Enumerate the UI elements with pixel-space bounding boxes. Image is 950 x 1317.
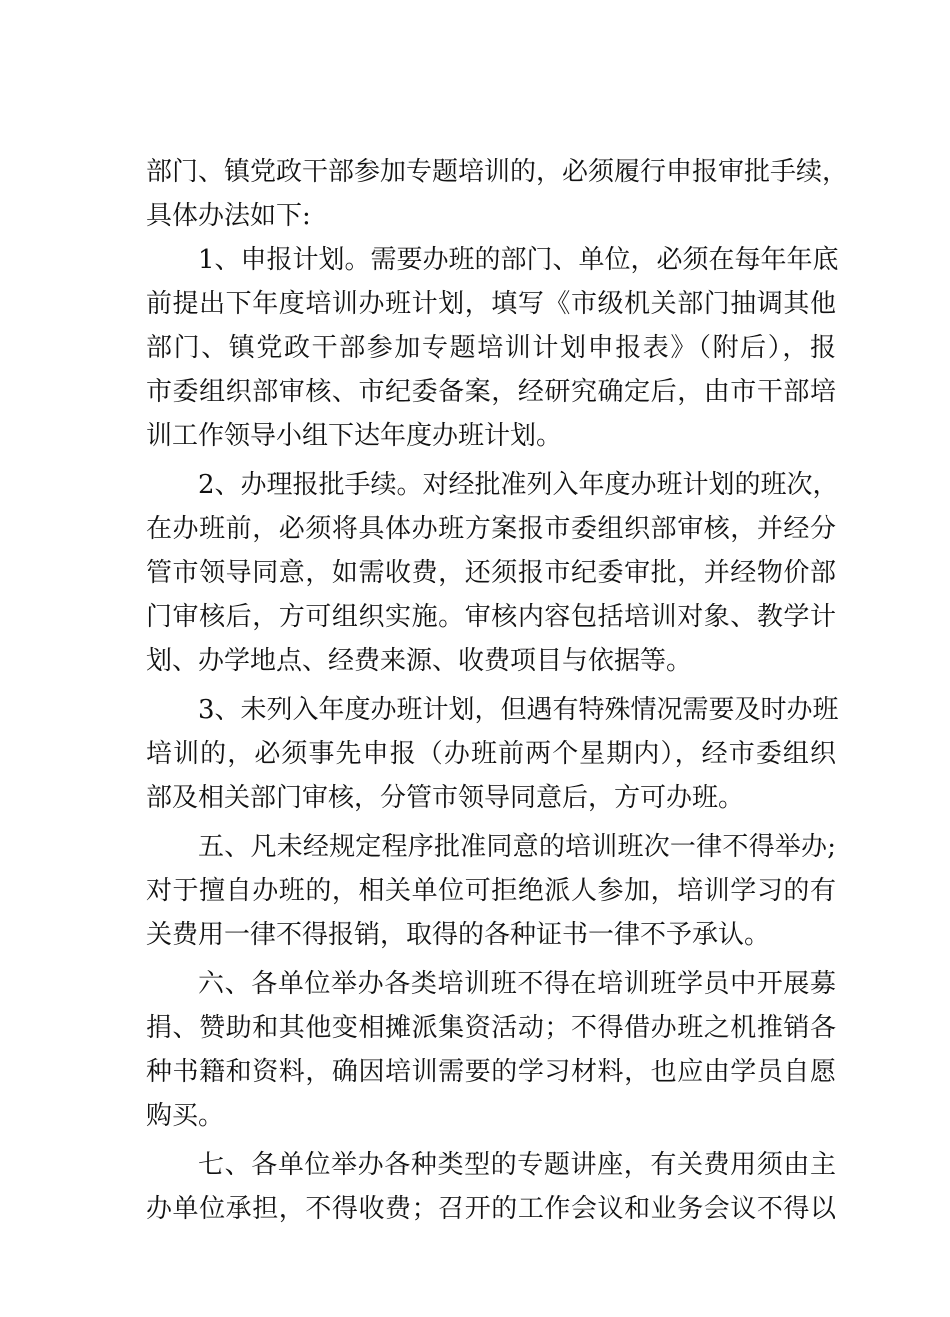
text-line: 部及相关部门审核，分管市领导同意后，方可办班。 (146, 783, 745, 813)
text-line: 3、未列入年度办班计划，但遇有特殊情况需要及时办班 (198, 695, 839, 725)
text-line: 划、办学地点、经费来源、收费项目与依据等。 (146, 646, 693, 676)
text-line: 训工作领导小组下达年度办班计划。 (146, 421, 563, 451)
text-line: 前提出下年度培训办班计划，填写《市级机关部门抽调其他 (146, 289, 836, 319)
text-line: 七、各单位举办各种类型的专题讲座，有关费用须由主 (198, 1150, 836, 1180)
text-line: 2、办理报批手续。对经批准列入年度办班计划的班次， (198, 470, 839, 500)
text-line: 市委组织部审核、市纪委备案，经研究确定后，由市干部培 (146, 377, 836, 407)
text-line: 办单位承担，不得收费；召开的工作会议和业务会议不得以 (146, 1194, 836, 1224)
text-line: 部门、镇党政干部参加专题培训计划申报表》（附后），报 (146, 333, 836, 363)
text-line: 部门、镇党政干部参加专题培训的，必须履行申报审批手续， (146, 157, 849, 187)
text-line: 对于擅自办班的，相关单位可拒绝派人参加，培训学习的有 (146, 876, 836, 906)
text-line: 培训的，必须事先申报（办班前两个星期内），经市委组织 (146, 739, 836, 769)
text-line: 管市领导同意，如需收费，还须报市纪委审批，并经物价部 (146, 558, 836, 588)
text-line: 六、各单位举办各类培训班不得在培训班学员中开展募 (198, 969, 836, 999)
text-line: 种书籍和资料，确因培训需要的学习材料，也应由学员自愿 (146, 1057, 836, 1087)
text-line: 购买。 (146, 1101, 225, 1131)
text-line: 门审核后，方可组织实施。审核内容包括培训对象、教学计 (146, 602, 836, 632)
text-line: 捐、赞助和其他变相摊派集资活动；不得借办班之机推销各 (146, 1013, 836, 1043)
text-line: 在办班前，必须将具体办班方案报市委组织部审核，并经分 (146, 514, 836, 544)
text-line: 五、凡未经规定程序批准同意的培训班次一律不得举办; (198, 832, 836, 862)
text-line: 关费用一律不得报销，取得的各种证书一律不予承认。 (146, 920, 771, 950)
text-line: 1、申报计划。需要办班的部门、单位，必须在每年年底 (198, 245, 839, 275)
text-line: 具体办法如下: (146, 201, 311, 231)
